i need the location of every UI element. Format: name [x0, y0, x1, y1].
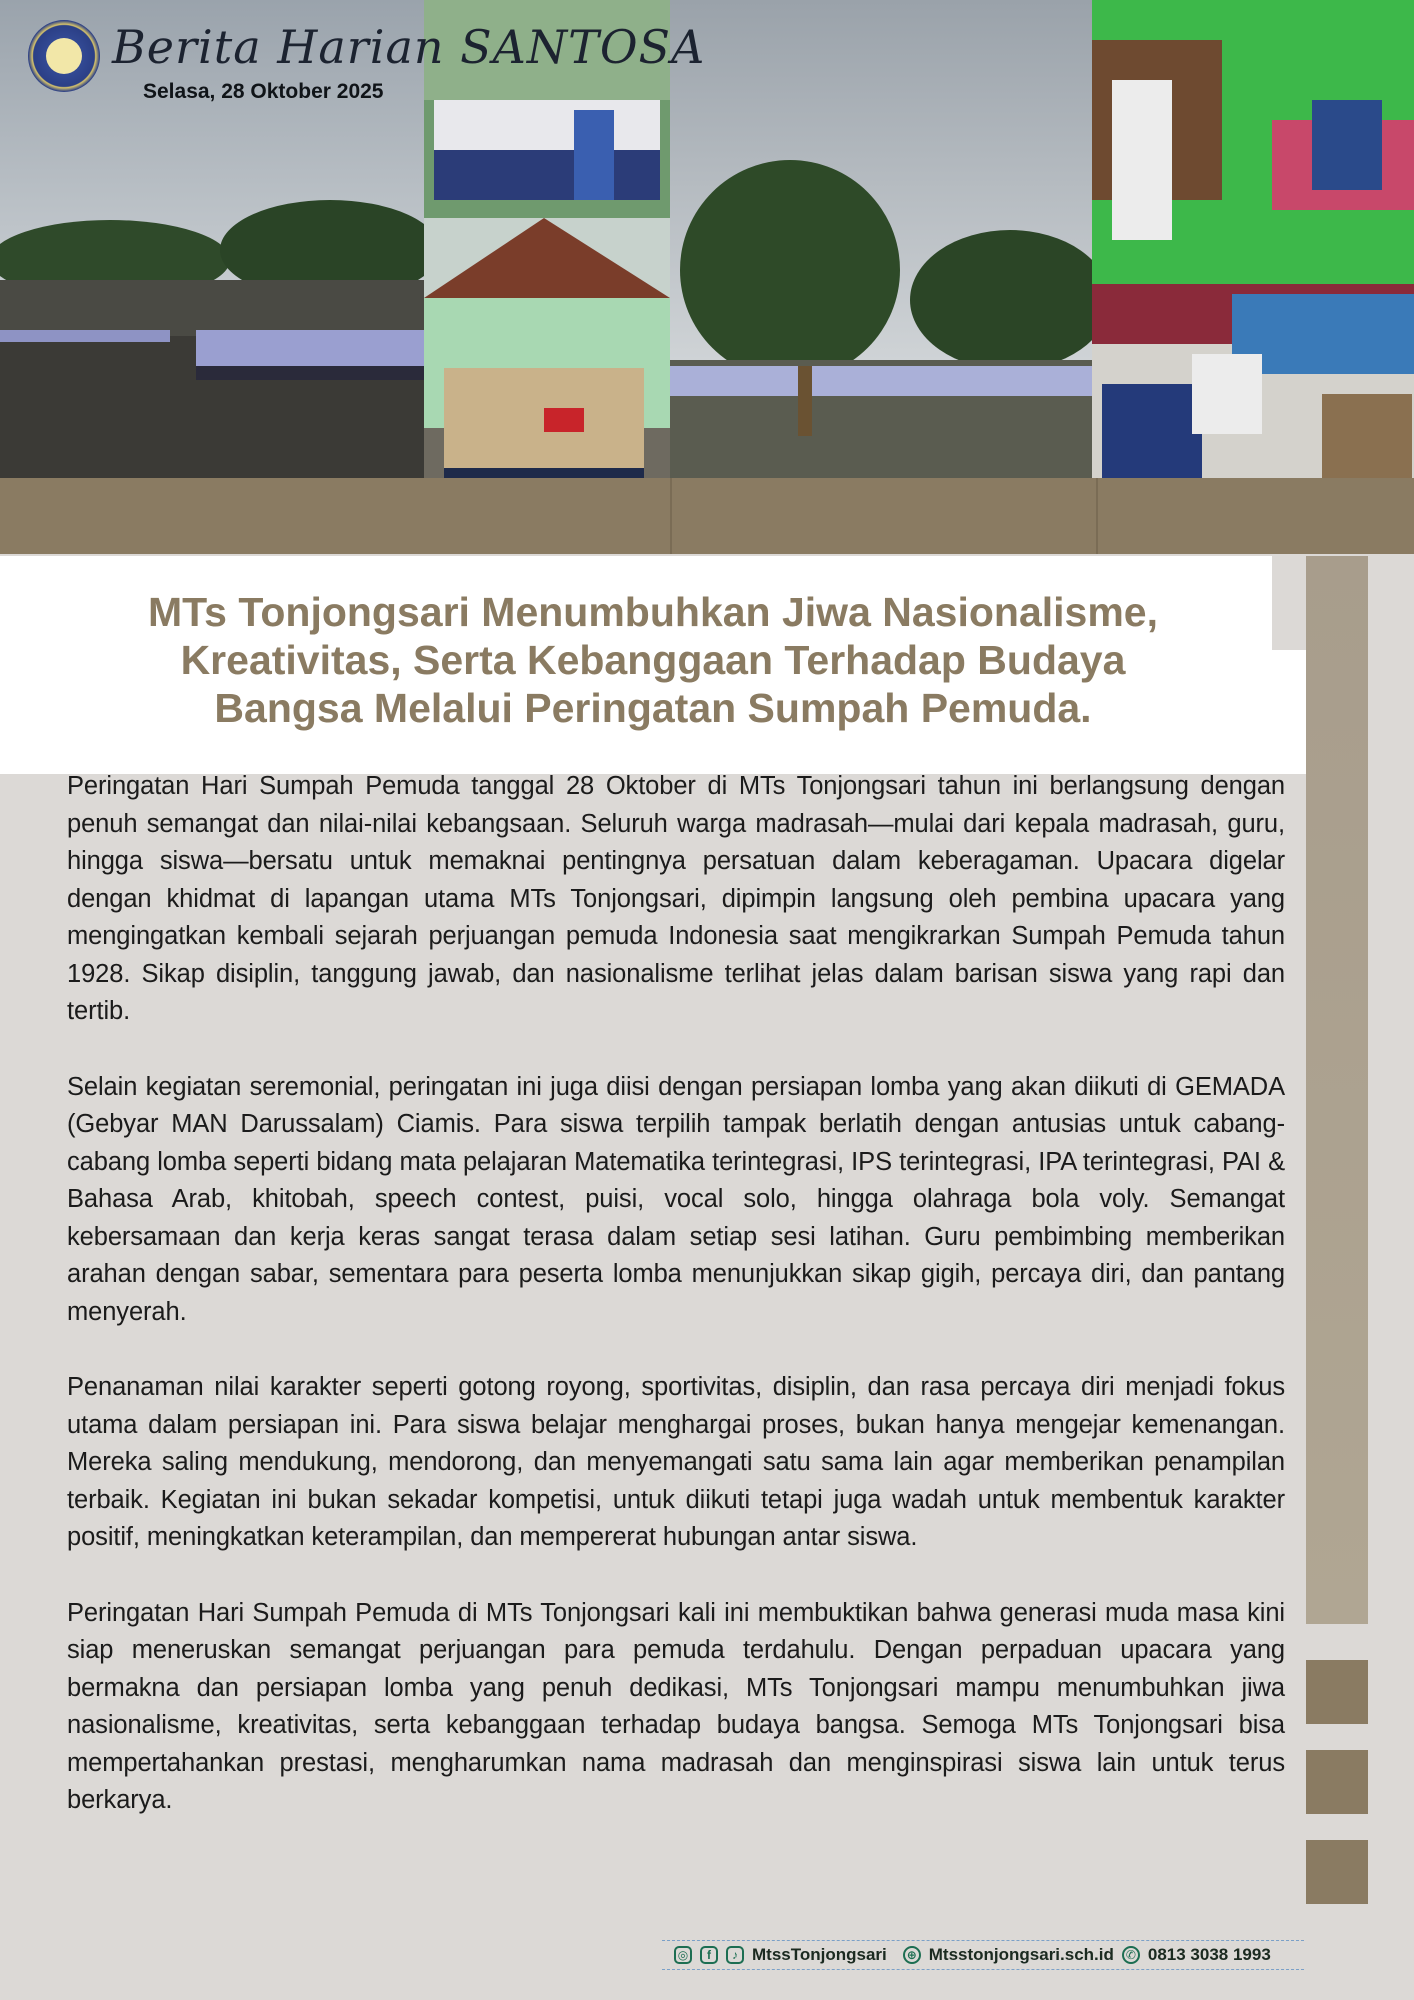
article-paragraph: Selain kegiatan seremonial, peringatan ini juga diisi dengan persiapan lomba yang akan diikuti di GEMADA (Gebyar MAN Darussalam) Ciamis. Para siswa terpilih tampak berlatih dengan antusias untuk cabang-cabang lomba seperti bidang mata pelajaran Matematika terintegrasi, IPS terintegrasi, IPA terintegrasi, PAI & Bahasa Arab, khitobah, speech contest, puisi, vocal solo, hingga olahraga bola voly. Semangat kebersamaan dan kerja keras sangat terasa dalam setiap sesi latihan. Guru pembimbing memberikan arahan dengan sabar, sementara para peserta lomba menunjukkan sikap gigih, percaya diri, dan pantang menyerah. [67, 1072, 1285, 1326]
tiktok-icon: ♪ [726, 1946, 744, 1964]
photo-classroom-bottom [1092, 244, 1414, 490]
side-decor-bar [1306, 556, 1368, 1624]
side-decor-square [1306, 1750, 1368, 1814]
facebook-icon: f [700, 1946, 718, 1964]
article-paragraph: Peringatan Hari Sumpah Pemuda tanggal 28 Oktober di MTs Tonjongsari tahun ini berlangsung dengan penuh semangat dan nilai-nilai kebangsaan. Seluruh warga madrasah—mulai dari kepala madrasah, guru, hingga siswa—bersatu untuk memaknai pentingnya persatuan dalam keberagaman. Upacara digelar dengan khidmat di lapangan utama MTs Tonjongsari, dipimpin langsung oleh pembina upacara yang mengingatkan kembali sejarah perjuangan pemuda Indonesia saat mengikrarkan Sumpah Pemuda tahun 1928. Sikap disiplin, tanggung jawab, dan nasionalisme terlihat jelas dalam barisan siswa yang rapi dan tertib. [67, 772, 1285, 1025]
title-notch [1272, 556, 1306, 650]
photo-classroom-top [1092, 0, 1414, 244]
band-divider [670, 478, 672, 554]
article-title-line: Kreativitas, Serta Kebanggaan Terhadap Budaya [180, 637, 1126, 683]
contact-footer [662, 1940, 1304, 1970]
article-paragraph: Peringatan Hari Sumpah Pemuda di MTs Tonjongsari kali ini membuktikan bahwa generasi muda masa kini siap meneruskan semangat perjuangan para pemuda terdahulu. Dengan perpaduan upacara yang bermakna dan persiapan lomba yang penuh dedikasi, MTs Tonjongsari mampu menumbuhkan jiwa nasionalisme, kreativitas, serta kebanggaan terhadap budaya bangsa. Semoga MTs Tonjongsari bisa mempertahankan prestasi, mengharumkan nama madrasah dan menginspirasi siswa lain untuk terus berkarya. [67, 1598, 1285, 1814]
header-band [0, 478, 1414, 554]
social-handle[interactable]: MtssTonjongsari [752, 1945, 887, 1964]
article-body [67, 768, 1285, 1858]
school-logo [28, 20, 100, 92]
whatsapp-icon: ✆ [1122, 1946, 1140, 1964]
globe-icon: ⊕ [903, 1946, 921, 1964]
article-title-line: MTs Tonjongsari Menumbuhkan Jiwa Nasionalisme, [148, 589, 1158, 635]
side-decor-square [1306, 1840, 1368, 1904]
masthead-brand: Berita Harian SANTOSA [112, 20, 706, 74]
instagram-icon: ◎ [674, 1946, 692, 1964]
phone-number[interactable]: 0813 3038 1993 [1147, 1945, 1271, 1964]
article-title-line: Bangsa Melalui Peringatan Sumpah Pemuda. [214, 685, 1092, 731]
website-link[interactable]: Mtsstonjongsari.sch.id [928, 1945, 1114, 1964]
article-title [60, 588, 1246, 732]
side-decor-square [1306, 1660, 1368, 1724]
publication-date: Selasa, 28 Oktober 2025 [143, 80, 384, 103]
article-paragraph: Penanaman nilai karakter seperti gotong royong, sportivitas, disiplin, dan rasa percaya diri menjadi fokus utama dalam persiapan ini. Para siswa belajar menghargai proses, bukan hanya mengejar kemenangan. Mereka saling mendukung, mendorong, dan menyemangati satu sama lain agar memberikan penampilan terbaik. Kegiatan ini bukan sekadar kompetisi, untuk diikuti tetapi juga wadah untuk membentuk karakter positif, meningkatkan keterampilan, dan mempererat hubungan antar siswa. [67, 1373, 1285, 1551]
photo-students-uniform [424, 218, 670, 510]
photo-ceremony-field-center [670, 0, 1092, 478]
band-divider [1096, 478, 1098, 554]
